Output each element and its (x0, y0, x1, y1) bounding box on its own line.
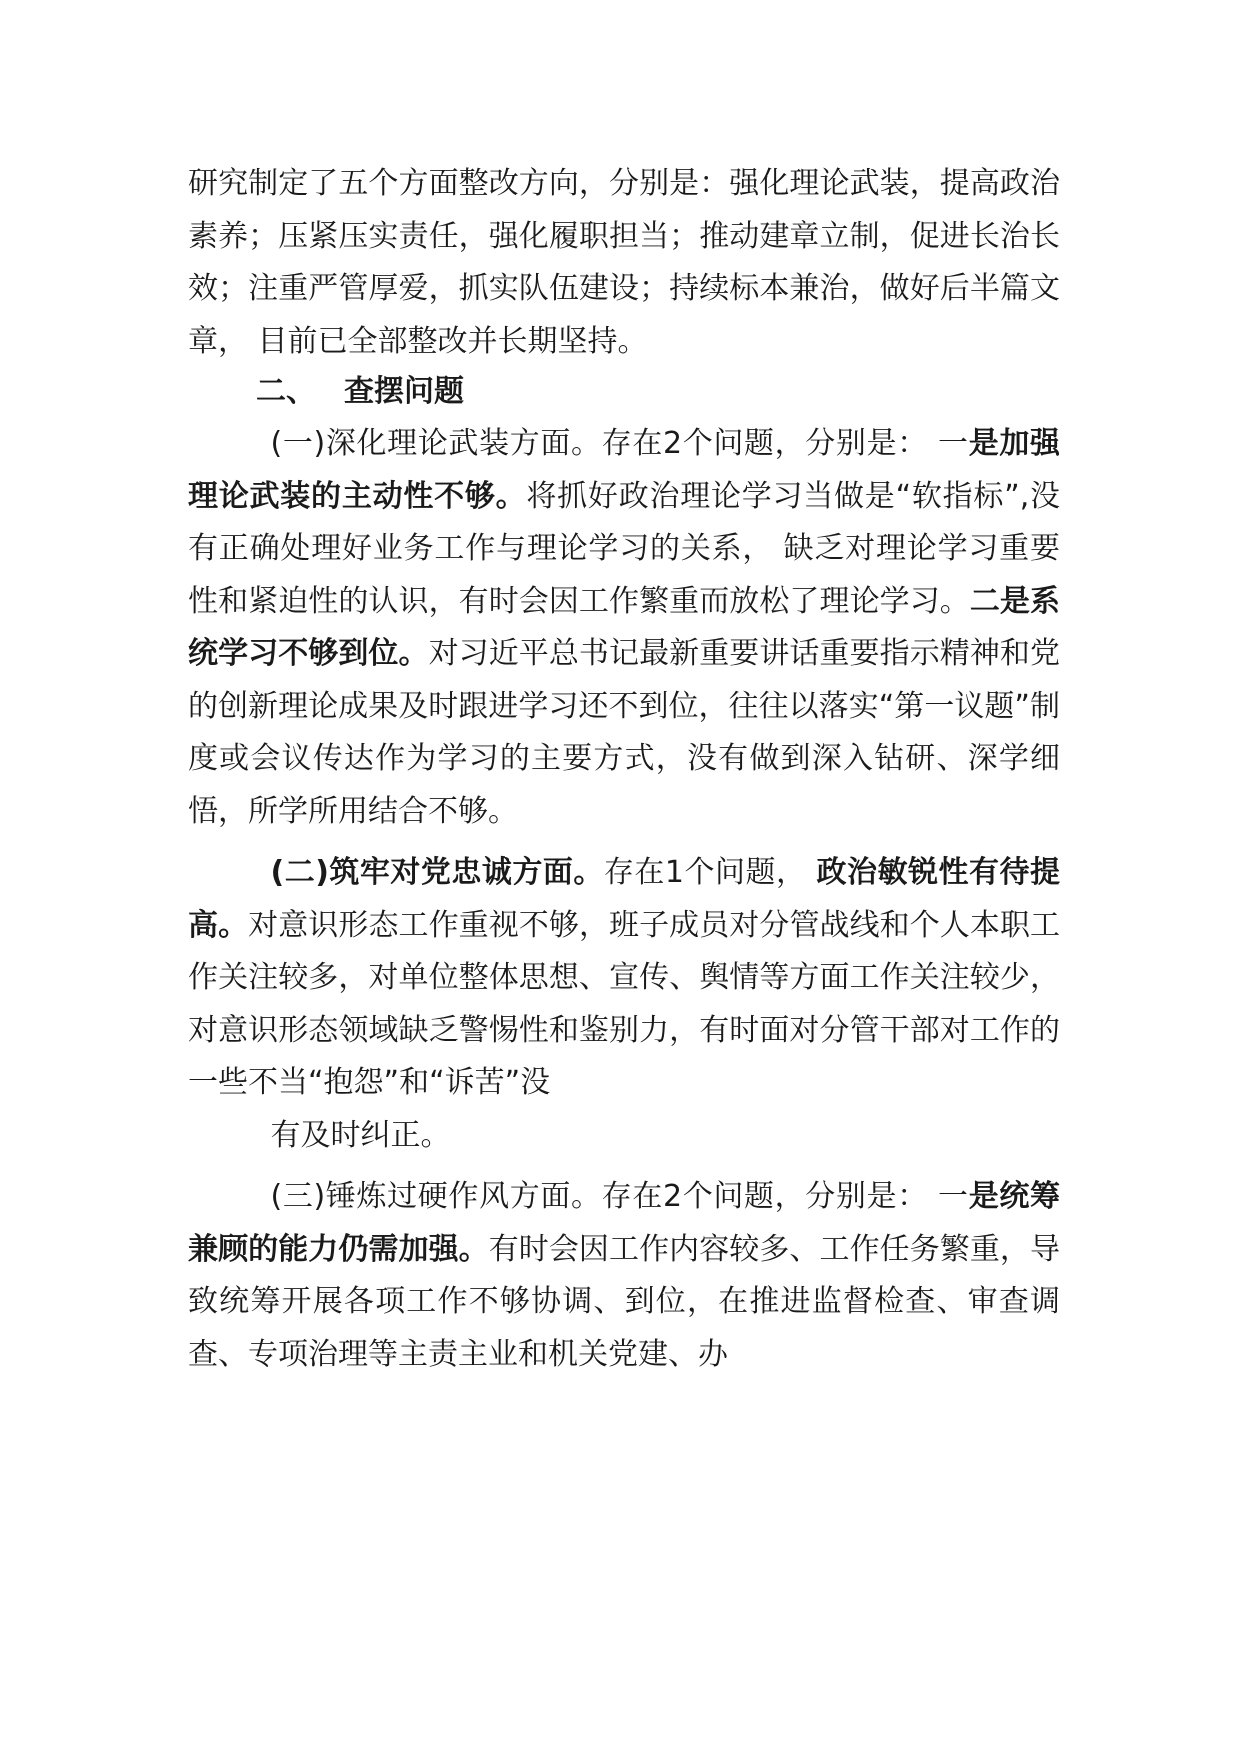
subsection-1-lead: 存在2个问题，分别是： 一 (601, 426, 969, 461)
subsection-1-point2-text: 对习近平总书记最新重要讲话重要指示精神和党的创新理论成果及时跟进学习还不到位，往往以落实“第一议题”制度或会议传达作为学习的主要方式，没有做到深入钻研、深学细悟，所学所用结合不够。 (188, 636, 1061, 829)
subsection-3-label: (三)锤炼过硬作风方面。 (270, 1179, 602, 1214)
subsection-2-lead: 存在1个问题， (603, 855, 807, 890)
section-number: 二、 (256, 374, 316, 409)
subsection-3-paragraph (188, 1171, 1060, 1381)
subsection-2-paragraph (188, 847, 1060, 1162)
subsection-1-paragraph (188, 418, 1060, 838)
subsection-1-point1-text: 将抓好政治理论学习当做是“软指标”,没有正确处理好业务工作与理论学习的关系， 缺乏对理论学习重要性和紧迫性的认识，有时会因工作繁重而放松了理论学习。 (188, 478, 1061, 619)
section-heading (188, 368, 1060, 416)
subsection-2-point-title: 政治敏锐性有待提高。 (188, 855, 1061, 943)
subsection-2-point-text: 对意识形态工作重视不够，班子成员对分管战线和个人本职工作关注较多，对单位整体思想、宣传、舆情等方面工作关注较少，对意识形态领域缺乏警惕性和鉴别力，有时面对分管干部对工作的一些不当“抱怨”和“诉苦”没 (188, 907, 1061, 1100)
subsection-2-label: (二)筑牢对党忠诚方面。 (270, 855, 604, 890)
document-page (188, 158, 1060, 1381)
subsection-1-label: (一)深化理论武装方面。 (270, 426, 602, 461)
section-title: 查摆问题 (344, 374, 464, 409)
intro-paragraph: 研究制定了五个方面整改方向，分别是：强化理论武装，提高政治素养；压紧压实责任，强化履职担当；推动建章立制，促进长治长效；注重严管厚爱，抓实队伍建设；持续标本兼治，做好后半篇文章， 目前已全部整改并长期坚持。 (188, 166, 1060, 359)
subsection-3-point1-title: 是统筹兼顾的能力仍需加强。 (188, 1179, 1060, 1267)
subsection-3-lead: 存在2个问题，分别是： 一 (601, 1179, 969, 1214)
subsection-1-point2-title: 二是系统学习不够到位。 (188, 583, 1061, 671)
subsection-3-point1-text: 有时会因工作内容较多、工作任务繁重，导致统筹开展各项工作不够协调、到位，在推进监督检查、审查调查、专项治理等主责主业和机关党建、办 (188, 1231, 1061, 1372)
subsection-2-point-text-end: 有及时纠正。 (270, 1117, 451, 1153)
subsection-1-point1-title: 是加强理论武装的主动性不够。 (188, 426, 1060, 514)
